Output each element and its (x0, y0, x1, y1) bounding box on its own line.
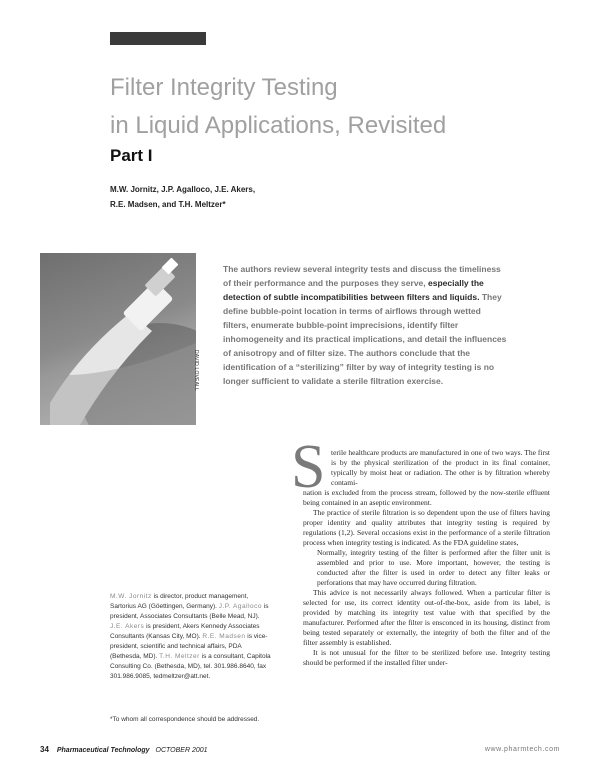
author-list (110, 182, 310, 212)
abstract-text-emphasis: especially the detection of subtle incompatibilities between filters and liquids. (223, 278, 484, 302)
filter-cartridge-photo (40, 253, 196, 425)
bio-name: M.W. Jornitz (110, 593, 152, 600)
bio-text: is vice-president, scientific and technical affairs, PDA (Bethesda, MD). (110, 633, 268, 660)
article-abstract (223, 262, 508, 388)
drop-cap: S (291, 433, 326, 501)
page-number: 34 (40, 745, 49, 754)
abstract-text-1: The authors review several integrity tests and discuss the timeliness of their performance and the purposes they serve, (223, 264, 501, 288)
body-paragraph-1b: nation is excluded from the process stream, followed by the now-sterile effluent being contained in an aseptic environment. (303, 488, 550, 507)
page-footer-left (40, 745, 208, 754)
article-body (303, 448, 550, 668)
header-rule-bar (110, 32, 206, 45)
bio-text: is a consultant, Capitola Consulting Co. (Bethesda, MD), tel. 301.986.8640, fax 301.986.9085, tedmeltzer@att.net. (110, 653, 271, 680)
article-title-line-1: Filter Integrity Testing (110, 74, 338, 101)
magazine-name: Pharmaceutical Technology (56, 747, 150, 754)
bio-name: J.P. Agalloco (218, 603, 262, 610)
body-paragraph-2: The practice of sterile filtration is so dependent upon the use of filters having proper identity and quality attributes that integrity testing is required by regulations (1,2). Several occasions exist in the performance of a sterile filtration process when integrity testing is indicated. As the FDA guideline states, (303, 508, 550, 547)
article-part-label: Part I (110, 146, 153, 165)
fda-guideline-quote: Normally, integrity testing of the filter is performed after the filter unit is assembled and prior to use. More important, however, the testing is conducted after the filter is used in order to detect any filter leaks or perforations that may have occurred during filtration. (317, 548, 550, 587)
bio-text: is president, Associates Consultants (Belle Mead, NJ). (110, 603, 269, 620)
bio-name: R.E. Madsen (202, 633, 246, 640)
author-line-2: R.E. Madsen, and T.H. Meltzer* (110, 200, 226, 209)
bio-text: is director, product management, Sartorius AG (Göettingen, Germany). (110, 593, 249, 610)
issue-date: OCTOBER 2001 (155, 747, 208, 754)
author-bios (110, 592, 272, 682)
bio-name: T.H. Meltzer (159, 653, 200, 660)
article-title-line-2: in Liquid Applications, Revisited (110, 112, 447, 139)
author-line-1: M.W. Jornitz, J.P. Agalloco, J.E. Akers, (110, 185, 256, 194)
body-paragraph-4: It is not unusual for the filter to be sterilized before use. Integrity testing should be performed if the installed filter under- (303, 648, 550, 667)
body-paragraph-3: This advice is not necessarily always followed. When a particular filter is selected for use, its correct identity out-of-the-box, aside from its label, is provided by matching its integrity test value with that specified by the manufacturer. Performed after the filter is ensconced in its housing, distinct from being tested separately or externally, the integrity of both the filter and of the filter assembly is established. (303, 588, 550, 647)
bio-text: is president, Akers Kennedy Associates Consultants (Kansas City, MO). (110, 623, 260, 640)
abstract-text-2: They define bubble-point location in terms of airflows through wetted filters, enumerate bubble-point imprecisions, identify filter inhomogeneity and its practical implications, and detail the influences of anisotropy and of filter size. The authors conclude that the identification of a “sterilizing” filter by way of integrity testing is no longer sufficient to validate a sterile filtration exercise. (223, 292, 507, 386)
website-url[interactable]: www.pharmtech.com (484, 746, 560, 753)
correspondence-footnote: *To whom all correspondence should be addressed. (110, 716, 260, 723)
bio-name: J.E. Akers (110, 623, 145, 630)
filter-cartridge-illustration (40, 253, 196, 425)
photo-credit: DAVID LOVEALL (193, 350, 199, 392)
body-paragraph-1a: terile healthcare products are manufactured in one of two ways. The first is by the physical sterilization of the product in its final container, typically by moist heat or radiation. The other is by filtration whereby contami- (331, 448, 550, 487)
